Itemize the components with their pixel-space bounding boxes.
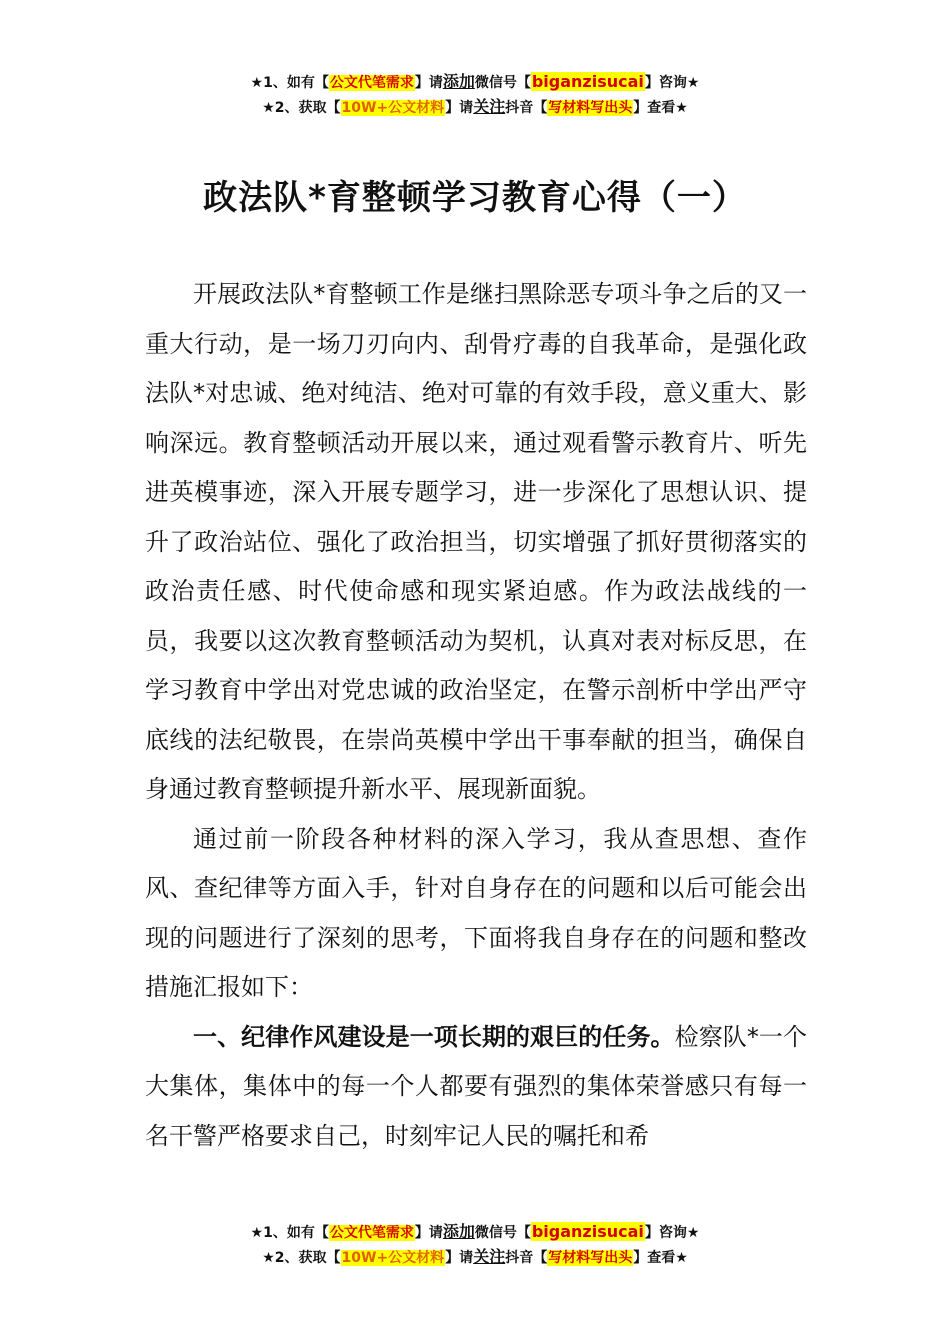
document-body xyxy=(145,270,807,1161)
banner-text: 】请 xyxy=(445,100,474,116)
banner-text: 微信号【 xyxy=(474,75,531,91)
banner-line-1 xyxy=(0,70,950,95)
banner-text: 】咨询★ xyxy=(644,1225,700,1241)
banner-text: 抖音【 xyxy=(505,1250,548,1266)
banner-text: ★1、如有【 xyxy=(250,75,329,91)
section-heading: 一、纪律作风建设是一项长期的艰巨的任务。 xyxy=(193,1022,675,1051)
banner-text: ★2、获取【 xyxy=(262,1250,341,1266)
banner-text: 微信号【 xyxy=(474,1225,531,1241)
banner-line-2 xyxy=(0,95,950,120)
paragraph-1: 开展政法队*育整顿工作是继扫黑除恶专项斗争之后的又一重大行动，是一场刀刃向内、刮骨疗毒的自我革命，是强化政法队*对忠诚、绝对纯洁、绝对可靠的有效手段，意义重大、影响深远。教育整顿活动开展以来，通过观看警示教育片、听先进英模事迹，深入开展专题学习，进一步深化了思想认识、提升了政治站位、强化了政治担当，切实增强了抓好贯彻落实的政治责任感、时代使命感和现实紧迫感。作为政法战线的一员，我要以这次教育整顿活动为契机，认真对表对标反思，在学习教育中学出对党忠诚的政治坚定，在警示剖析中学出严守底线的法纪敬畏，在崇尚英模中学出干事奉献的担当，确保自身通过教育整顿提升新水平、展现新面貌。 xyxy=(145,280,807,803)
banner-highlight: 10W+公文材料 xyxy=(341,1250,445,1266)
banner-underline: 添加 xyxy=(442,72,475,91)
banner-text: 】咨询★ xyxy=(644,75,700,91)
footer-banner xyxy=(0,1220,950,1270)
paragraph-2: 通过前一阶段各种材料的深入学习，我从查思想、查作风、查纪律等方面入手，针对自身存在的问题和以后可能会出现的问题进行了深刻的思考，下面将我自身存在的问题和整改措施汇报如下： xyxy=(145,824,807,1001)
banner-douyin-id: 写材料写出头 xyxy=(548,1250,633,1266)
banner-text: ★1、如有【 xyxy=(250,1225,329,1241)
banner-underline: 关注 xyxy=(473,1247,506,1266)
banner-text: 】查看★ xyxy=(633,100,688,116)
banner-wechat-id: biganzisucai xyxy=(531,1222,644,1241)
banner-line-1 xyxy=(0,1220,950,1245)
banner-underline: 添加 xyxy=(442,1222,475,1241)
banner-text: 】请 xyxy=(445,1250,474,1266)
banner-text: 】请 xyxy=(414,75,443,91)
banner-underline: 关注 xyxy=(473,97,506,116)
document-title: 政法队*育整顿学习教育心得（一） xyxy=(203,178,747,218)
banner-highlight: 10W+公文材料 xyxy=(341,100,445,116)
banner-text: 】请 xyxy=(414,1225,443,1241)
banner-highlight: 公文代笔需求 xyxy=(329,1225,414,1241)
banner-text: ★2、获取【 xyxy=(262,100,341,116)
banner-text: 】查看★ xyxy=(633,1250,688,1266)
banner-wechat-id: biganzisucai xyxy=(531,72,644,91)
paragraph-3-text: 检察队*一个大集体，集体中的每一个人都要有强烈的集体荣誉感只有每一名干警严格要求自己，时刻牢记人民的嘱托和希 xyxy=(145,1022,808,1150)
paragraph-3 xyxy=(145,1013,807,1162)
banner-douyin-id: 写材料写出头 xyxy=(548,100,633,116)
banner-text: 抖音【 xyxy=(505,100,548,116)
banner-line-2 xyxy=(0,1245,950,1270)
header-banner xyxy=(0,70,950,120)
banner-highlight: 公文代笔需求 xyxy=(329,75,414,91)
